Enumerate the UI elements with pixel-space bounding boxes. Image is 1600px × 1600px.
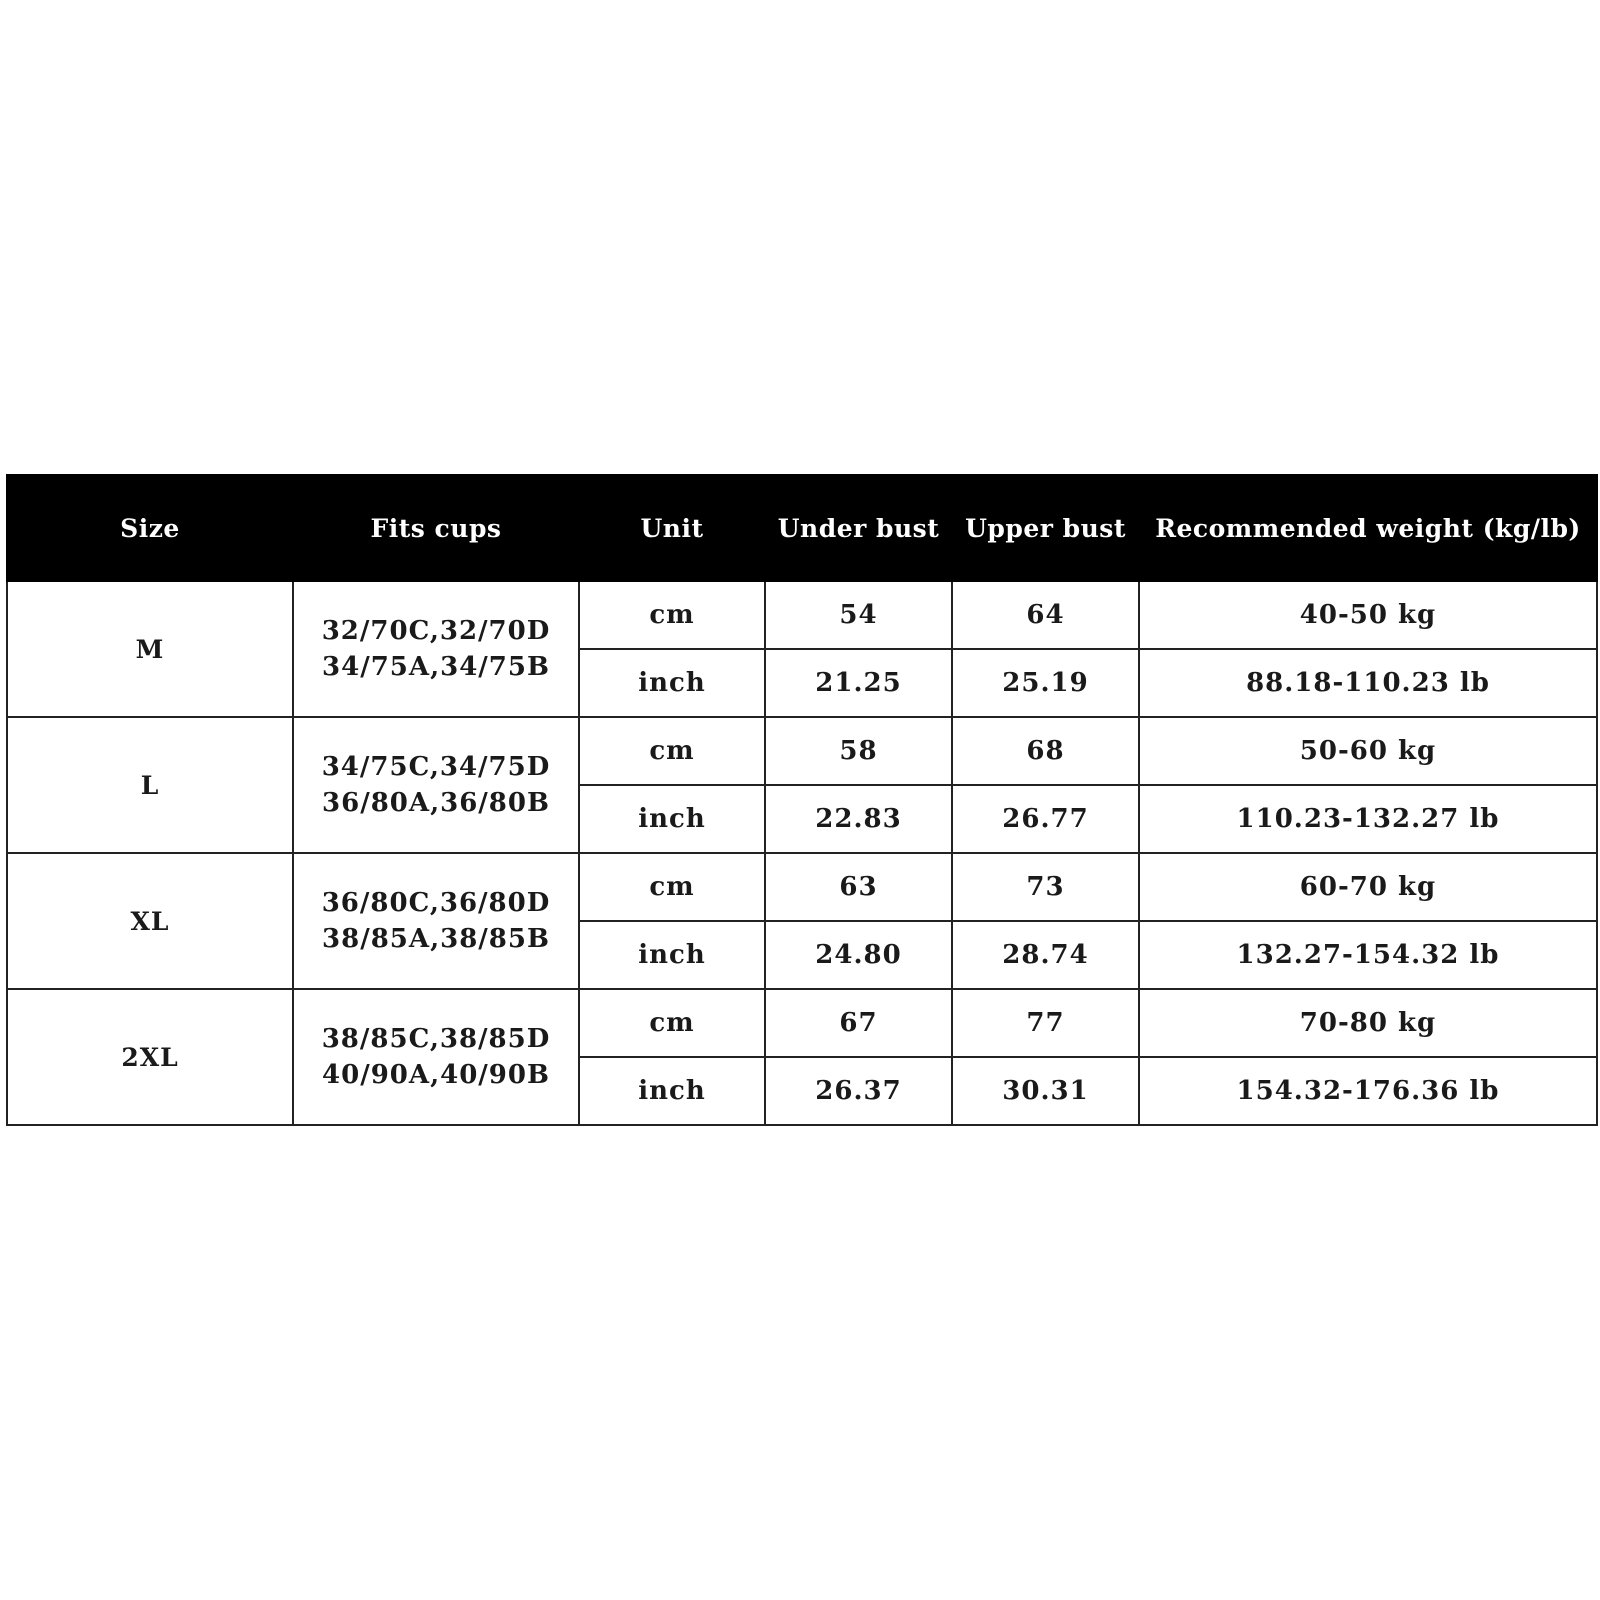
upper-bust-cell: 68	[952, 717, 1139, 785]
under-bust-cell: 24.80	[765, 921, 952, 989]
weight-cell: 40-50 kg	[1139, 581, 1597, 649]
under-bust-cell: 21.25	[765, 649, 952, 717]
cups-line: 36/80A,36/80B	[322, 788, 550, 818]
cups-line: 40/90A,40/90B	[322, 1060, 550, 1090]
size-cell: L	[7, 717, 293, 853]
fits-cups-cell	[293, 581, 579, 717]
upper-bust-cell: 64	[952, 581, 1139, 649]
unit-cell: inch	[579, 1057, 765, 1125]
cups-line: 34/75A,34/75B	[322, 652, 550, 682]
table-row	[7, 989, 1597, 1057]
weight-cell: 154.32-176.36 lb	[1139, 1057, 1597, 1125]
weight-cell: 132.27-154.32 lb	[1139, 921, 1597, 989]
under-bust-cell: 26.37	[765, 1057, 952, 1125]
fits-cups-cell	[293, 853, 579, 989]
cups-line: 32/70C,32/70D	[321, 616, 551, 646]
weight-cell: 88.18-110.23 lb	[1139, 649, 1597, 717]
size-chart-table	[6, 474, 1598, 1126]
header-recommended-weight: Recommended weight (kg/lb)	[1139, 475, 1597, 581]
cups-line: 36/80C,36/80D	[321, 888, 551, 918]
header-unit: Unit	[579, 475, 765, 581]
fits-cups-cell	[293, 989, 579, 1125]
cups-line: 38/85C,38/85D	[321, 1024, 551, 1054]
upper-bust-cell: 77	[952, 989, 1139, 1057]
unit-cell: inch	[579, 785, 765, 853]
header-fits-cups: Fits cups	[293, 475, 579, 581]
table-row	[7, 581, 1597, 649]
header-upper-bust: Upper bust	[952, 475, 1139, 581]
weight-cell: 70-80 kg	[1139, 989, 1597, 1057]
size-cell: XL	[7, 853, 293, 989]
unit-cell: cm	[579, 717, 765, 785]
table-row	[7, 717, 1597, 785]
size-cell: 2XL	[7, 989, 293, 1125]
upper-bust-cell: 30.31	[952, 1057, 1139, 1125]
unit-cell: cm	[579, 853, 765, 921]
table-row	[7, 853, 1597, 921]
header-row	[7, 475, 1597, 581]
size-cell: M	[7, 581, 293, 717]
upper-bust-cell: 25.19	[952, 649, 1139, 717]
weight-cell: 110.23-132.27 lb	[1139, 785, 1597, 853]
header-size: Size	[7, 475, 293, 581]
fits-cups-cell	[293, 717, 579, 853]
unit-cell: cm	[579, 581, 765, 649]
cups-line: 38/85A,38/85B	[322, 924, 550, 954]
under-bust-cell: 58	[765, 717, 952, 785]
unit-cell: cm	[579, 989, 765, 1057]
upper-bust-cell: 26.77	[952, 785, 1139, 853]
upper-bust-cell: 73	[952, 853, 1139, 921]
header-under-bust: Under bust	[765, 475, 952, 581]
under-bust-cell: 54	[765, 581, 952, 649]
under-bust-cell: 22.83	[765, 785, 952, 853]
under-bust-cell: 67	[765, 989, 952, 1057]
weight-cell: 50-60 kg	[1139, 717, 1597, 785]
weight-cell: 60-70 kg	[1139, 853, 1597, 921]
unit-cell: inch	[579, 921, 765, 989]
cups-line: 34/75C,34/75D	[321, 752, 551, 782]
unit-cell: inch	[579, 649, 765, 717]
under-bust-cell: 63	[765, 853, 952, 921]
upper-bust-cell: 28.74	[952, 921, 1139, 989]
